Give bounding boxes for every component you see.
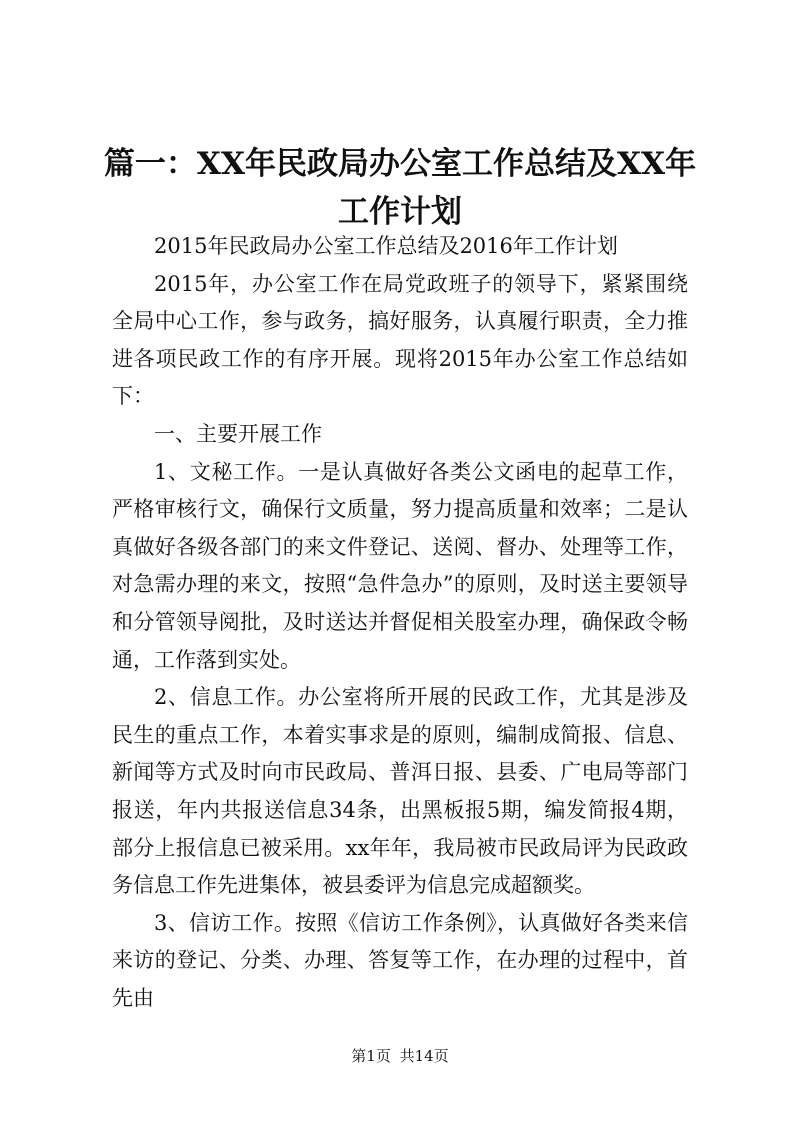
section-heading: 一、主要开展工作 bbox=[154, 421, 322, 446]
subtitle-paragraph: 2015年民政局办公室工作总结及2016年工作计划 bbox=[154, 234, 618, 258]
page-total: 共14页 bbox=[399, 1047, 449, 1065]
page-number: 第1页 bbox=[351, 1047, 391, 1065]
paragraph-secretarial-work: 1、文秘工作。一是认真做好各类公文函电的起草工作，严格审核行文，确保行文质量，努力提高质量和效率；二是认真做好各级各部门的来文件登记、送阅、督办、处理等工作，对急需办理的来文，按照“急件急办”的原则，及时送主要领导和分管领导阅批，及时送达并督促相关股室办理，确保政令畅通，工作落到实处。 bbox=[112, 459, 688, 672]
page-footer bbox=[0, 1046, 800, 1066]
paragraph-information-work: 2、信息工作。办公室将所开展的民政工作，尤其是涉及民生的重点工作，本着实事求是的原则，编制成简报、信息、新闻等方式及时向市民政局、普洱日报、县委、广电局等部门报送，年内共报送信息34条，出黑板报5期，编发简报4期，部分上报信息已被采用。xx年年，我局被市民政局评为民政政务信息工作先进集体，被县委评为信息完成超额奖。 bbox=[112, 685, 688, 898]
document-title: 篇一：XX年民政局办公室工作总结及XX年工作计划 bbox=[103, 146, 697, 230]
paragraph-petition-work: 3、信访工作。按照《信访工作条例》，认真做好各类来信来访的登记、分类、办理、答复等工作，在办理的过程中，首先由 bbox=[112, 910, 688, 1010]
intro-paragraph: 2015年，办公室工作在局党政班子的领导下，紧紧围绕全局中心工作，参与政务，搞好服务，认真履行职责，全力推进各项民政工作的有序开展。现将2015年办公室工作总结如下： bbox=[112, 271, 688, 409]
document-body bbox=[112, 228, 688, 1017]
